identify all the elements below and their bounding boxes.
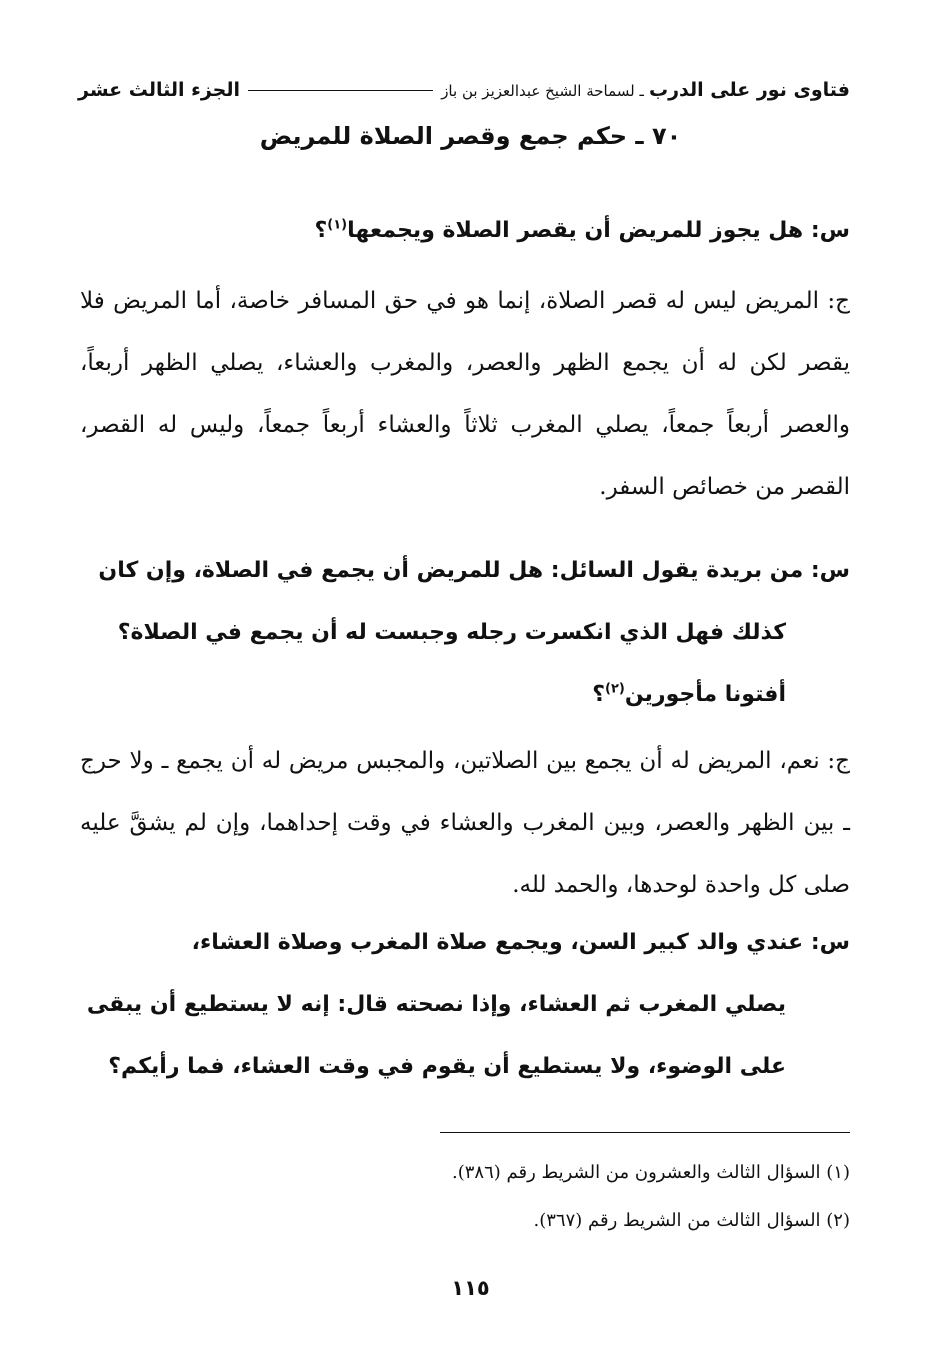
- question-2-rest: كذلك فهل الذي انكسرت رجله وجبست له أن يجمع في الصلاة؟ أفتونا مأجورين: [117, 620, 786, 707]
- question-2-continued: [80, 602, 850, 726]
- book-title: فتاوى نور على الدرب: [649, 79, 850, 101]
- question-1-text: س: هل يجوز للمريض أن يقصر الصلاة ويجمعها: [347, 218, 850, 243]
- question-3-first-line: س: عندي والد كبير السن، ويجمع صلاة المغرب وصلاة العشاء،: [191, 930, 850, 955]
- chapter-title: ٧٠ ـ حكم جمع وقصر الصلاة للمريض: [259, 122, 682, 150]
- footnote-separator: [440, 1132, 850, 1133]
- header-rule: [248, 90, 433, 91]
- running-header: [78, 70, 850, 110]
- footnote-ref-2: (٢): [605, 681, 625, 697]
- answer-1: ج: المريض ليس له قصر الصلاة، إنما هو في حق المسافر خاصة، أما المريض فلا يقصر لكن له أن يجمع الظهر والعصر، والمغرب والعشاء، يصلي الظهر أربعاً، والعصر أربعاً جمعاً، يصلي المغرب ثلاثاً والعشاء أربعاً جمعاً، وليس له القصر، القصر من خصائص السفر.: [80, 288, 850, 500]
- header-book-title: [441, 79, 850, 101]
- question-2-first-line: س: من بريدة يقول السائل: هل للمريض أن يجمع في الصلاة، وإن كان: [98, 558, 850, 583]
- part-label: الجزء الثالث عشر: [78, 79, 241, 101]
- answer-2: ج: نعم، المريض له أن يجمع بين الصلاتين، والمجبس مريض له أن يجمع ـ ولا حرج ـ بين الظهر والعصر، وبين المغرب والعشاء في وقت إحداهما، وإن لم يشقَّ عليه صلى كل واحدة لوحدها، والحمد لله.: [80, 748, 850, 898]
- question-3-continued: يصلي المغرب ثم العشاء، وإذا نصحته قال: إنه لا يستطيع أن يبقى على الوضوء، ولا يستطيع أن يقوم في وقت العشاء، فما رأيكم؟: [86, 992, 786, 1079]
- question-3: [80, 912, 850, 1098]
- question-1-end: ؟: [314, 218, 328, 243]
- footnote-1: (١) السؤال الثالث والعشرون من الشريط رقم (٣٨٦).: [452, 1162, 850, 1183]
- page-number: ١١٥: [451, 1276, 490, 1300]
- question-2-end: ؟: [592, 682, 605, 707]
- footnote-ref-1: (١): [327, 217, 348, 233]
- sheikh-name: ـ لسماحة الشيخ عبدالعزيز بن باز: [441, 82, 644, 100]
- footnote-2: (٢) السؤال الثالث من الشريط رقم (٣٦٧).: [533, 1210, 850, 1231]
- question-2: [80, 540, 850, 726]
- question-1: [80, 200, 850, 262]
